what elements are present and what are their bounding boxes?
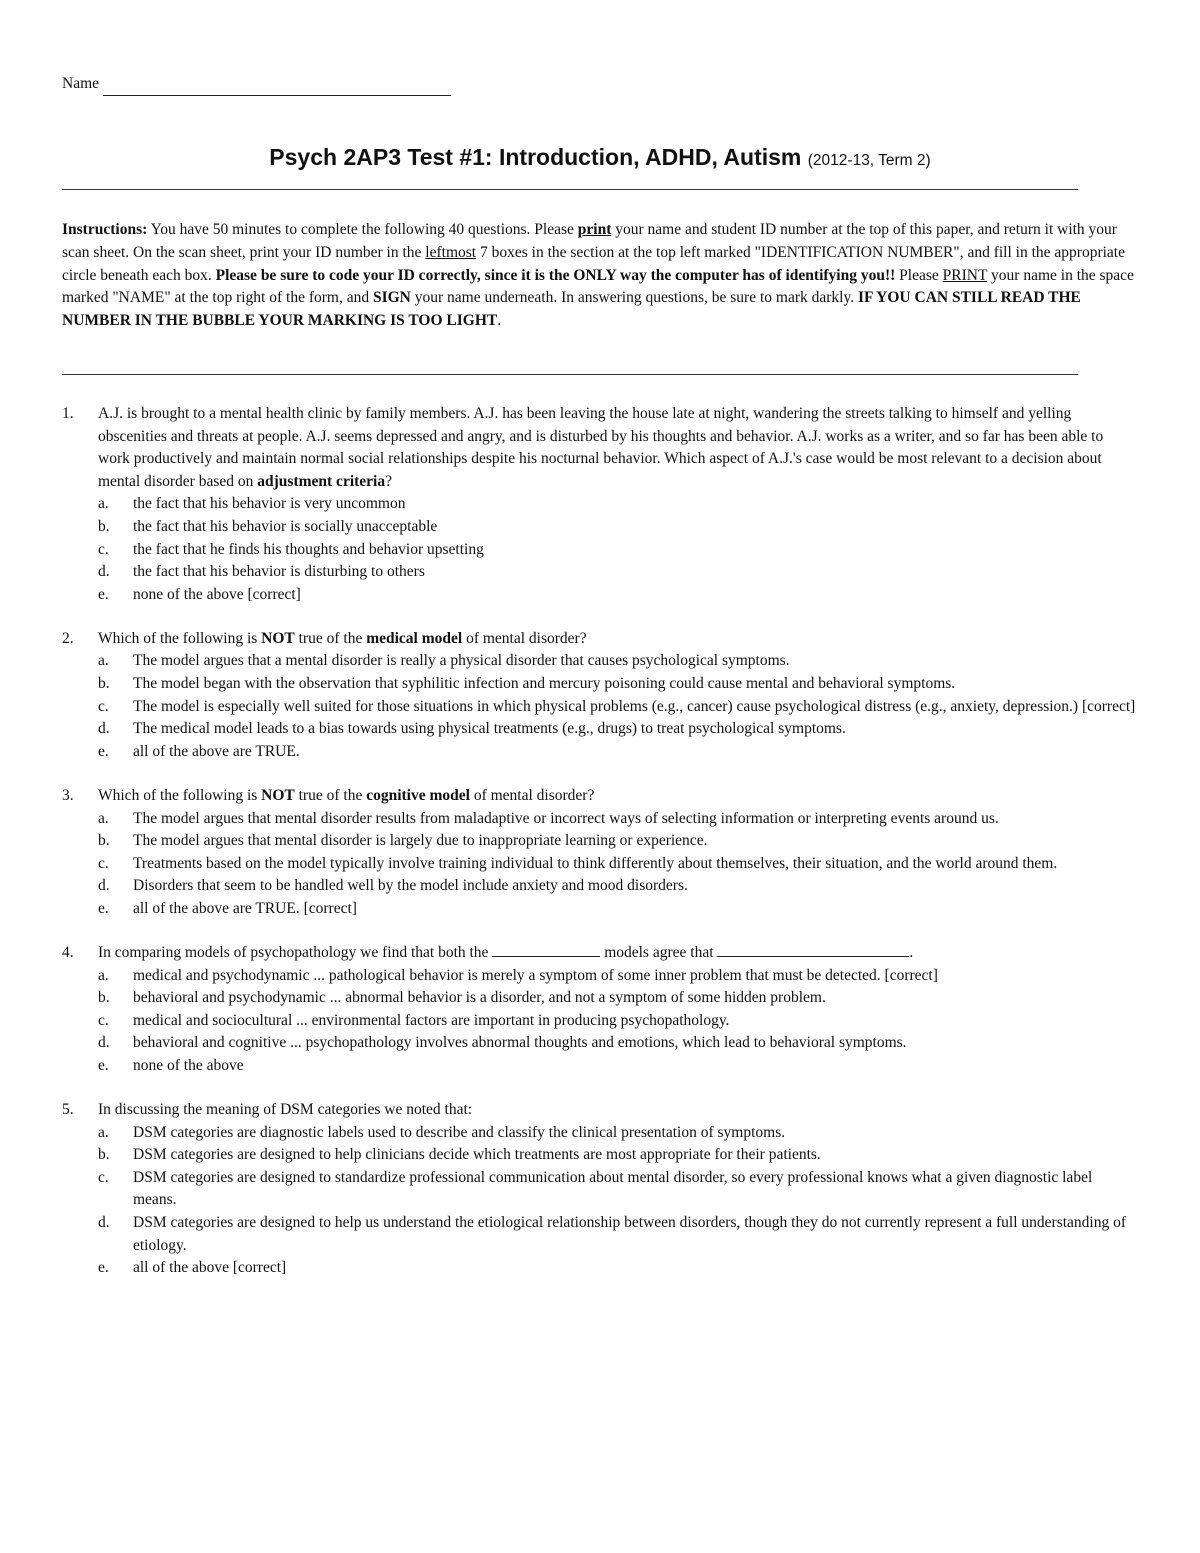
answer-options — [62, 1122, 1137, 1280]
question-2 — [62, 628, 1137, 764]
question-stem — [98, 942, 1137, 965]
instructions-text-1: You have 50 minutes to complete the following 40 questions. Please — [147, 221, 578, 238]
option-letter: a. — [98, 495, 109, 513]
answer-option — [62, 898, 1137, 921]
option-text: DSM categories are diagnostic labels used to describe and classify the clinical presentation of symptoms. — [133, 1123, 786, 1141]
stem-text: models agree that — [600, 943, 718, 961]
option-text: DSM categories are designed to help us understand the etiological relationship between disorders, though they do not currently represent a full understanding of etiology. — [133, 1214, 1127, 1254]
option-text: DSM categories are designed to standardize professional communication about mental disorder, so every professional knows what a given diagnostic label means. — [133, 1168, 1093, 1209]
option-letter: a. — [98, 966, 109, 984]
option-letter: d. — [98, 1214, 110, 1231]
option-text: none of the above — [133, 1056, 244, 1074]
option-letter: b. — [98, 832, 110, 850]
stem-text: ? — [385, 472, 392, 490]
answer-option — [62, 1257, 1137, 1280]
answer-option — [62, 965, 1137, 988]
option-letter: c. — [98, 697, 109, 715]
instructions-label: Instructions: — [62, 221, 148, 238]
answer-option — [62, 718, 1137, 741]
answer-option — [62, 673, 1137, 696]
option-letter: a. — [98, 809, 109, 827]
question-number: 1. — [62, 405, 74, 422]
instructions-code-id-warning: Please be sure to code your ID correctly, since it is the ONLY way the computer has of identifying you!! — [215, 266, 896, 284]
option-letter: c. — [98, 1168, 109, 1186]
option-text: The medical model leads to a bias towards using physical treatments (e.g., drugs) to treat psychological symptoms. — [133, 720, 846, 738]
option-letter: e. — [98, 585, 109, 603]
option-letter: c. — [98, 1011, 109, 1029]
title-subtitle: (2012-13, Term 2) — [807, 152, 931, 169]
stem-text: of mental disorder? — [469, 786, 595, 804]
answer-option — [62, 561, 1137, 584]
stem-text: A.J. is brought to a mental health clinic by family members. A.J. has been leaving the house late at night, wandering the streets talking to himself and yelling obscenities and threats at people. A.J. seems depressed and angry, and is disturbed by his thoughts and behavior. A.J. works as a writer, and so far has been able to work productively and maintain normal social relationships despite his nocturnal behavior. Which aspect of A.J.'s case would be most relevant to a decision about mental disorder based on — [98, 405, 1104, 490]
answer-option — [62, 1122, 1137, 1145]
option-text: medical and sociocultural ... environmental factors are important in producing psychopathology. — [133, 1011, 730, 1029]
option-letter: d. — [98, 563, 110, 581]
instructions-print-word: print — [577, 221, 612, 238]
answer-option — [62, 830, 1137, 853]
question-number: 2. — [62, 629, 74, 647]
instructions-leftmost-word: leftmost — [425, 243, 477, 261]
instructions-text-6: your name underneath. In answering questions, be sure to mark darkly. — [410, 289, 858, 307]
option-letter: b. — [98, 517, 110, 535]
option-text: The model argues that a mental disorder is really a physical disorder that causes psychological symptoms. — [133, 652, 790, 670]
answer-option — [62, 875, 1137, 898]
option-text: the fact that his behavior is disturbing to others — [133, 563, 425, 581]
option-text: all of the above are TRUE. — [133, 742, 300, 760]
option-text: The model argues that mental disorder is largely due to inappropriate learning or experience. — [133, 832, 708, 850]
stem-text: of mental disorder? — [462, 629, 587, 647]
option-text: The model is especially well suited for those situations in which physical problems (e.g., cancer) cause psychological distress (e.g., anxiety, depression.) [correct] — [133, 697, 1136, 715]
answer-option — [62, 808, 1137, 831]
stem-emphasis: NOT — [261, 786, 295, 804]
instructions-text-3: 7 boxes in the section at the top left marked "IDENTIFICATION NUMBER", and fill in the appropriate circle beneath each box. — [62, 243, 1125, 284]
answer-option — [62, 539, 1137, 562]
answer-option — [62, 1144, 1137, 1167]
option-text: all of the above [correct] — [133, 1259, 287, 1277]
answer-option — [62, 584, 1137, 607]
stem-emphasis: medical model — [366, 629, 463, 647]
instructions-block — [62, 219, 1142, 333]
instructions-text-7: . — [497, 312, 502, 330]
instructions-print-caps: PRINT — [942, 266, 988, 284]
option-letter: a. — [98, 652, 109, 670]
option-text: none of the above [correct] — [133, 585, 301, 603]
answer-option — [62, 1010, 1137, 1033]
divider-bottom — [62, 374, 1078, 375]
option-letter: b. — [98, 989, 110, 1007]
option-letter: b. — [98, 675, 110, 693]
question-4 — [62, 942, 1137, 1078]
name-label: Name — [62, 75, 100, 92]
question-stem — [98, 403, 1137, 493]
answer-option — [62, 1167, 1137, 1212]
option-text: Disorders that seem to be handled well by the model include anxiety and mood disorders. — [133, 877, 688, 895]
answer-option — [62, 1212, 1137, 1257]
question-number: 3. — [62, 786, 74, 804]
option-text: all of the above are TRUE. [correct] — [133, 899, 357, 917]
option-letter: a. — [98, 1123, 109, 1141]
question-stem: In discussing the meaning of DSM categories we noted that: — [98, 1101, 473, 1119]
answer-option — [62, 853, 1137, 876]
option-letter: b. — [98, 1146, 110, 1164]
option-text: behavioral and cognitive ... psychopathology involves abnormal thoughts and emotions, which lead to behavioral symptoms. — [133, 1034, 907, 1052]
option-text: medical and psychodynamic ... pathological behavior is merely a symptom of some inner problem that must be detected. [correct] — [133, 966, 938, 984]
answer-option — [62, 987, 1137, 1010]
question-number: 5. — [62, 1101, 74, 1119]
option-text: behavioral and psychodynamic ... abnormal behavior is a disorder, and not a symptom of some hidden problem. — [133, 989, 826, 1007]
option-text: the fact that he finds his thoughts and behavior upsetting — [133, 540, 484, 558]
question-5 — [62, 1099, 1137, 1280]
title-main: Psych 2AP3 Test #1: Introduction, ADHD, Autism — [269, 144, 802, 170]
answer-option — [62, 516, 1137, 539]
stem-text: true of the — [294, 786, 367, 804]
answer-option — [62, 650, 1137, 673]
question-3 — [62, 785, 1137, 921]
option-letter: e. — [98, 899, 109, 917]
option-letter: e. — [98, 1056, 109, 1074]
name-field — [62, 73, 451, 96]
name-blank-line — [103, 79, 451, 96]
option-letter: d. — [98, 877, 110, 895]
option-text: The model argues that mental disorder results from maladaptive or incorrect ways of selecting information or interpreting events around us. — [133, 809, 999, 827]
answer-options — [62, 808, 1137, 921]
instructions-text-4: Please — [895, 266, 943, 284]
page-title — [0, 142, 1200, 176]
option-text: the fact that his behavior is socially unacceptable — [133, 517, 438, 535]
stem-text: In comparing models of psychopathology we find that both the — [98, 943, 493, 961]
answer-option — [62, 493, 1137, 516]
instructions-text-2: your name and student ID number at the top of this paper, and return it with your scan sheet. On the scan sheet, print your ID number in the — [62, 221, 1117, 261]
option-text: The model began with the observation that syphilitic infection and mercury poisoning could cause mental and behavioral symptoms. — [133, 675, 956, 693]
option-text: Treatments based on the model typically involve training individual to think differently about themselves, their situation, and the world around them. — [133, 854, 1058, 872]
stem-text: true of the — [294, 629, 367, 647]
stem-text: Which of the following is — [98, 786, 262, 804]
option-text: the fact that his behavior is very uncommon — [133, 495, 406, 513]
stem-emphasis: cognitive model — [366, 786, 470, 804]
stem-emphasis: adjustment criteria — [257, 472, 386, 490]
question-stem — [98, 628, 1137, 651]
instructions-sign-word: SIGN — [372, 289, 411, 307]
answer-options — [62, 650, 1137, 763]
answer-option — [62, 696, 1137, 719]
question-stem — [98, 785, 1137, 808]
answer-option — [62, 1032, 1137, 1055]
answer-option — [62, 1055, 1137, 1078]
fill-in-blank — [492, 942, 600, 957]
instructions-text-5: your name in the space marked "NAME" at the top right of the form, and — [62, 266, 1134, 307]
option-letter: d. — [98, 720, 110, 738]
option-letter: c. — [98, 854, 109, 872]
instructions-too-light-warning: IF YOU CAN STILL READ THE NUMBER IN THE BUBBLE YOUR MARKING IS TOO LIGHT — [62, 289, 1081, 330]
question-1 — [62, 403, 1137, 606]
question-list — [62, 403, 1137, 1301]
option-letter: e. — [98, 1259, 109, 1277]
option-letter: e. — [98, 742, 109, 760]
answer-option — [62, 741, 1137, 764]
stem-text: Which of the following is — [98, 629, 262, 647]
answer-options — [62, 493, 1137, 606]
divider-top — [62, 189, 1078, 190]
option-letter: d. — [98, 1034, 110, 1052]
stem-emphasis: NOT — [261, 629, 295, 647]
fill-in-blank — [717, 942, 909, 957]
option-text: DSM categories are designed to help clinicians decide which treatments are most appropriate for their patients. — [133, 1146, 821, 1164]
stem-text: . — [909, 943, 914, 961]
question-number: 4. — [62, 943, 74, 961]
option-letter: c. — [98, 540, 109, 558]
answer-options — [62, 965, 1137, 1078]
